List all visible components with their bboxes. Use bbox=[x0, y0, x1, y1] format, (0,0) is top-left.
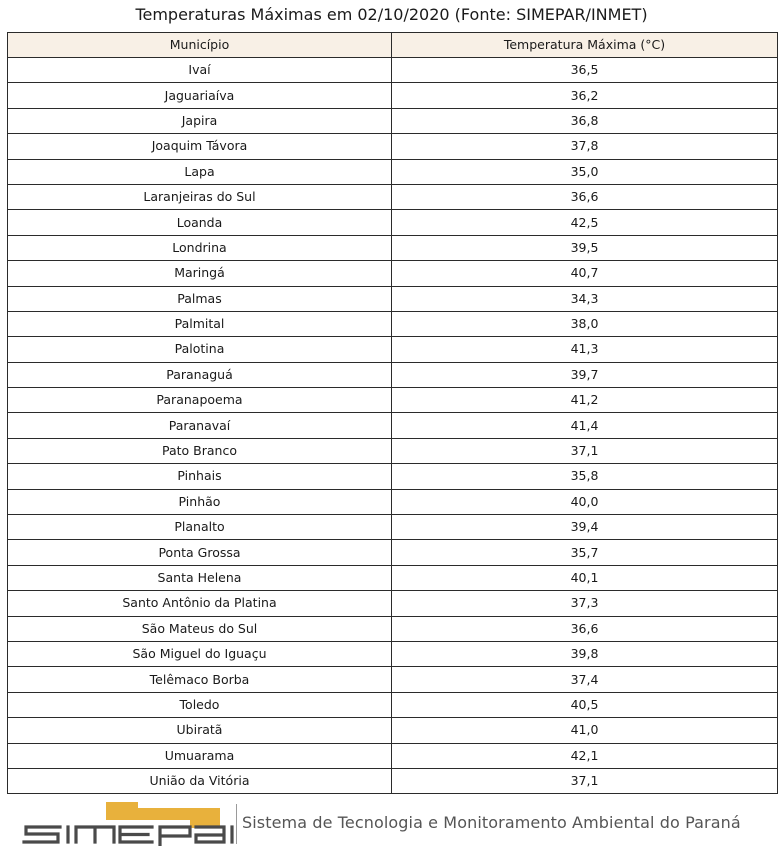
temperatura-cell: 42,1 bbox=[392, 743, 778, 768]
organization-name: Sistema de Tecnologia e Monitoramento Ambiental do Paraná bbox=[242, 813, 741, 832]
temperatura-cell: 39,4 bbox=[392, 515, 778, 540]
temperatura-cell: 36,2 bbox=[392, 83, 778, 108]
municipio-cell: Maringá bbox=[8, 261, 392, 286]
municipio-cell: Palmas bbox=[8, 286, 392, 311]
municipio-cell: Paranapoema bbox=[8, 388, 392, 413]
temperatura-cell: 39,8 bbox=[392, 641, 778, 666]
table-row bbox=[8, 718, 778, 743]
temperatura-cell: 40,7 bbox=[392, 261, 778, 286]
table-row bbox=[8, 261, 778, 286]
simepar-logo bbox=[20, 800, 236, 846]
temperatura-cell: 34,3 bbox=[392, 286, 778, 311]
table-row bbox=[8, 768, 778, 793]
municipio-cell: Palotina bbox=[8, 337, 392, 362]
municipio-cell: Jaguariaíva bbox=[8, 83, 392, 108]
table-row bbox=[8, 641, 778, 666]
table-row bbox=[8, 159, 778, 184]
table-row bbox=[8, 692, 778, 717]
table-row bbox=[8, 413, 778, 438]
temperatura-cell: 40,1 bbox=[392, 565, 778, 590]
temperatura-cell: 39,7 bbox=[392, 362, 778, 387]
temperatura-cell: 36,5 bbox=[392, 58, 778, 83]
table-row bbox=[8, 591, 778, 616]
temperatura-cell: 40,5 bbox=[392, 692, 778, 717]
municipio-cell: Loanda bbox=[8, 210, 392, 235]
municipio-cell: União da Vitória bbox=[8, 768, 392, 793]
municipio-cell: Palmital bbox=[8, 311, 392, 336]
municipio-cell: Toledo bbox=[8, 692, 392, 717]
table-row bbox=[8, 540, 778, 565]
temperatura-cell: 36,6 bbox=[392, 184, 778, 209]
temperatura-cell: 35,8 bbox=[392, 464, 778, 489]
table-row bbox=[8, 235, 778, 260]
municipio-cell: Santa Helena bbox=[8, 565, 392, 590]
temperatura-cell: 39,5 bbox=[392, 235, 778, 260]
municipio-cell: Pinhão bbox=[8, 489, 392, 514]
temperatura-cell: 41,3 bbox=[392, 337, 778, 362]
municipio-cell: Santo Antônio da Platina bbox=[8, 591, 392, 616]
table-row bbox=[8, 362, 778, 387]
table-row bbox=[8, 515, 778, 540]
table-row bbox=[8, 108, 778, 133]
temperatura-cell: 41,4 bbox=[392, 413, 778, 438]
municipio-cell: Ubiratã bbox=[8, 718, 392, 743]
municipio-cell: Ivaí bbox=[8, 58, 392, 83]
table-row bbox=[8, 337, 778, 362]
municipio-cell: Pinhais bbox=[8, 464, 392, 489]
column-header-temperatura: Temperatura Máxima (°C) bbox=[392, 33, 778, 58]
municipio-cell: Paranavaí bbox=[8, 413, 392, 438]
table-header-row bbox=[8, 33, 778, 58]
table-row bbox=[8, 388, 778, 413]
municipio-cell: Japira bbox=[8, 108, 392, 133]
table-row bbox=[8, 743, 778, 768]
municipio-cell: Planalto bbox=[8, 515, 392, 540]
municipio-cell: São Miguel do Iguaçu bbox=[8, 641, 392, 666]
table-row bbox=[8, 184, 778, 209]
temperatura-cell: 37,1 bbox=[392, 768, 778, 793]
temperatura-cell: 35,0 bbox=[392, 159, 778, 184]
municipio-cell: Pato Branco bbox=[8, 438, 392, 463]
temperatura-cell: 36,8 bbox=[392, 108, 778, 133]
temperature-table bbox=[7, 32, 778, 794]
table-row bbox=[8, 489, 778, 514]
table-row bbox=[8, 58, 778, 83]
table-row bbox=[8, 83, 778, 108]
table-row bbox=[8, 616, 778, 641]
table-row bbox=[8, 667, 778, 692]
table-row bbox=[8, 286, 778, 311]
municipio-cell: Umuarama bbox=[8, 743, 392, 768]
temperatura-cell: 38,0 bbox=[392, 311, 778, 336]
temperatura-cell: 41,0 bbox=[392, 718, 778, 743]
municipio-cell: Ponta Grossa bbox=[8, 540, 392, 565]
temperatura-cell: 41,2 bbox=[392, 388, 778, 413]
temperatura-cell: 36,6 bbox=[392, 616, 778, 641]
temperatura-cell: 42,5 bbox=[392, 210, 778, 235]
municipio-cell: Laranjeiras do Sul bbox=[8, 184, 392, 209]
page-title: Temperaturas Máximas em 02/10/2020 (Fonte: SIMEPAR/INMET) bbox=[135, 5, 648, 24]
municipio-cell: Paranaguá bbox=[8, 362, 392, 387]
table-row bbox=[8, 210, 778, 235]
temperatura-cell: 37,4 bbox=[392, 667, 778, 692]
municipio-cell: Lapa bbox=[8, 159, 392, 184]
table-row bbox=[8, 438, 778, 463]
municipio-cell: São Mateus do Sul bbox=[8, 616, 392, 641]
municipio-cell: Londrina bbox=[8, 235, 392, 260]
logo-divider bbox=[236, 804, 237, 844]
table-row bbox=[8, 565, 778, 590]
municipio-cell: Telêmaco Borba bbox=[8, 667, 392, 692]
table-body bbox=[8, 58, 778, 794]
footer bbox=[14, 798, 774, 848]
column-header-municipio: Município bbox=[8, 33, 392, 58]
temperatura-cell: 40,0 bbox=[392, 489, 778, 514]
table-row bbox=[8, 311, 778, 336]
municipio-cell: Joaquim Távora bbox=[8, 134, 392, 159]
table-row bbox=[8, 464, 778, 489]
temperatura-cell: 37,1 bbox=[392, 438, 778, 463]
temperatura-cell: 37,8 bbox=[392, 134, 778, 159]
temperatura-cell: 35,7 bbox=[392, 540, 778, 565]
temperatura-cell: 37,3 bbox=[392, 591, 778, 616]
table-row bbox=[8, 134, 778, 159]
